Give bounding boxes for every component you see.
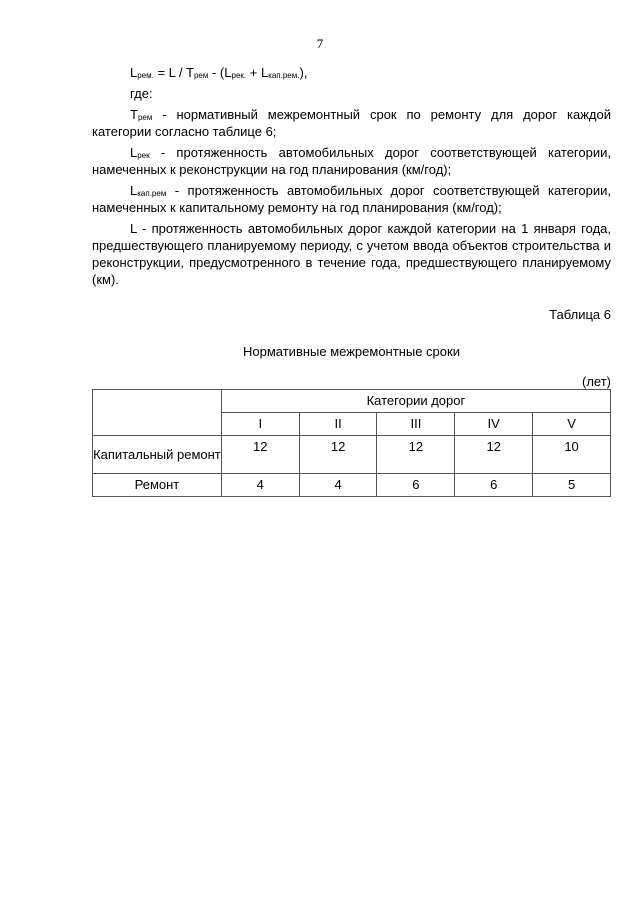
formula-sub-rek: рек. xyxy=(231,71,247,80)
table-cell: 4 xyxy=(299,474,377,497)
intervals-table xyxy=(92,389,611,497)
formula-plus: + L xyxy=(246,65,269,80)
table-cell: 4 xyxy=(221,474,299,497)
table-caption: Нормативные межремонтные сроки xyxy=(243,344,460,359)
formula-eq: = L / T xyxy=(153,65,194,80)
definition-symbol: L xyxy=(130,221,137,236)
table-cell: 10 xyxy=(533,436,611,474)
table-group-header: Категории дорог xyxy=(221,390,610,413)
formula-sub-kap: кап.рем. xyxy=(268,71,300,80)
definition-symbol: L xyxy=(130,183,138,198)
table-units: (лет) xyxy=(582,374,611,389)
definition-text: - протяженность автомобильных дорог соответствующей категории, намеченных к реконструкции на год планирования (км/год); xyxy=(92,145,611,177)
formula-mid: - (L xyxy=(208,65,232,80)
definition-subscript: рем xyxy=(137,113,153,122)
table-row-label: Капитальный ремонт xyxy=(93,436,222,474)
table-category-cell: III xyxy=(377,413,455,436)
formula-end: ), xyxy=(299,65,308,80)
definition-subscript: рек xyxy=(137,151,150,160)
definition-text: - протяженность автомобильных дорог соответствующей категории, намеченных к капитальному ремонту на год планирования (км/год); xyxy=(92,183,611,215)
definition-symbol: T xyxy=(130,107,138,122)
formula xyxy=(92,64,611,81)
definition-text: - протяженность автомобильных дорог каждой категории на 1 января года, предшествующего планируемому периоду, с учетом ввода объектов строительства и реконструкции, предусмотренного в течение года, предшествующего планируемому (км). xyxy=(92,221,611,287)
formula-l: L xyxy=(130,65,138,80)
table-row xyxy=(93,436,611,474)
page-number: 7 xyxy=(316,36,324,51)
table-cell: 12 xyxy=(377,436,455,474)
table-cell: 12 xyxy=(221,436,299,474)
table-row xyxy=(93,474,611,497)
table-cell: 12 xyxy=(455,436,533,474)
definition-lrek xyxy=(92,144,611,178)
table-label: Таблица 6 xyxy=(549,307,611,322)
table-category-cell: IV xyxy=(455,413,533,436)
definition-symbol: L xyxy=(130,145,138,160)
table-cell: 5 xyxy=(533,474,611,497)
table-corner-cell xyxy=(93,390,222,436)
definition-text: - нормативный межремонтный срок по ремонту для дорог каждой категории согласно таблице 6; xyxy=(92,107,611,139)
formula-sub-rem: рем. xyxy=(137,71,154,80)
table-cell: 12 xyxy=(299,436,377,474)
table-category-cell: II xyxy=(299,413,377,436)
table-category-cell: I xyxy=(221,413,299,436)
table-header-row xyxy=(93,390,611,413)
document-body xyxy=(92,64,611,497)
definition-l xyxy=(92,220,611,288)
where-label: где: xyxy=(130,86,153,101)
definition-subscript: кап.рем xyxy=(137,189,167,198)
table-category-cell: V xyxy=(533,413,611,436)
definition-trem xyxy=(92,106,611,140)
table-cell: 6 xyxy=(377,474,455,497)
definition-lkap xyxy=(92,182,611,216)
table-row-label: Ремонт xyxy=(93,474,222,497)
table-cell: 6 xyxy=(455,474,533,497)
formula-sub-trem: рем xyxy=(193,71,209,80)
